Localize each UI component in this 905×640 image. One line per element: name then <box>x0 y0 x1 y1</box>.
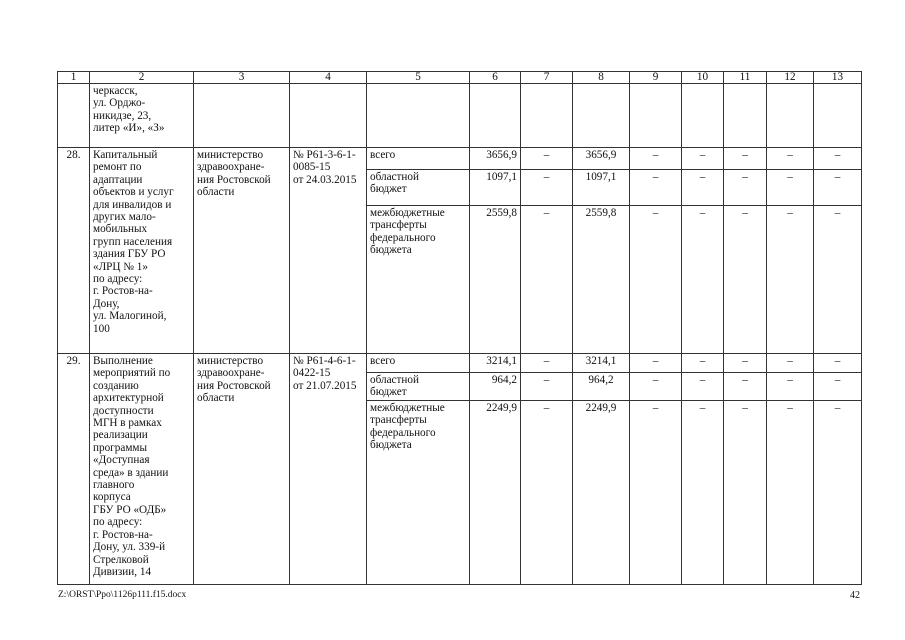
header-row <box>58 72 862 84</box>
table-cell <box>470 84 521 148</box>
value-cell: – <box>724 373 767 401</box>
value-cell: – <box>630 170 682 206</box>
document-cell: № Р61-3-6-1- 0085-15 от 24.03.2015 <box>290 148 367 354</box>
header-cell: 8 <box>573 72 630 84</box>
header-cell: 11 <box>724 72 767 84</box>
value-cell: – <box>521 206 573 354</box>
value-cell: – <box>630 373 682 401</box>
table-cell <box>682 84 724 148</box>
table-cell <box>767 84 814 148</box>
funding-label: областной бюджет <box>367 373 470 401</box>
value-cell: 2249,9 <box>573 401 630 585</box>
value-cell: – <box>630 148 682 170</box>
value-cell: 2559,8 <box>470 206 521 354</box>
page-number: 42 <box>850 590 860 601</box>
header-cell: 9 <box>630 72 682 84</box>
value-cell: – <box>814 354 862 373</box>
object-name-cell: Капитальный ремонт по адаптации объектов и услуг для инвалидов и других мало- мобильных групп населения здания ГБУ РО «ЛРЦ № 1» по адресу: г. Ростов-на- Дону, ул. Малогиной, 100 <box>90 148 194 354</box>
value-cell: – <box>724 401 767 585</box>
table-row <box>58 148 862 170</box>
footer-file-path: Z:\ORST\Ppo\1126p111.f15.docx <box>58 590 187 600</box>
header-cell: 13 <box>814 72 862 84</box>
organization-cell: министерство здравоохране- ния Ростовской области <box>194 148 290 354</box>
header-cell: 4 <box>290 72 367 84</box>
value-cell: – <box>814 401 862 585</box>
table-cell <box>194 84 290 148</box>
row-number: 28. <box>58 148 90 354</box>
value-cell: – <box>767 170 814 206</box>
value-cell: – <box>682 170 724 206</box>
value-cell: – <box>682 401 724 585</box>
header-cell: 1 <box>58 72 90 84</box>
value-cell: 964,2 <box>573 373 630 401</box>
header-cell: 12 <box>767 72 814 84</box>
object-name-cell: черкасск, ул. Орджо- никидзе, 23, литер «И», «З» <box>90 84 194 148</box>
value-cell: – <box>630 206 682 354</box>
value-cell: 3214,1 <box>470 354 521 373</box>
value-cell: – <box>724 206 767 354</box>
value-cell: – <box>767 206 814 354</box>
table-cell <box>814 84 862 148</box>
value-cell: – <box>814 206 862 354</box>
organization-cell: министерство здравоохране- ния Ростовской области <box>194 354 290 585</box>
table-cell <box>521 84 573 148</box>
value-cell: 964,2 <box>470 373 521 401</box>
value-cell: – <box>724 170 767 206</box>
header-cell: 6 <box>470 72 521 84</box>
table-row <box>58 354 862 373</box>
row-number: 29. <box>58 354 90 585</box>
value-cell: – <box>682 373 724 401</box>
value-cell: 1097,1 <box>573 170 630 206</box>
value-cell: – <box>767 354 814 373</box>
value-cell: 2559,8 <box>573 206 630 354</box>
value-cell: – <box>630 401 682 585</box>
document-cell: № Р61-4-6-1- 0422-15 от 21.07.2015 <box>290 354 367 585</box>
value-cell: – <box>767 148 814 170</box>
header-cell: 7 <box>521 72 573 84</box>
value-cell: – <box>724 148 767 170</box>
header-cell: 10 <box>682 72 724 84</box>
table-cell <box>290 84 367 148</box>
table-cell <box>58 84 90 148</box>
value-cell: – <box>521 373 573 401</box>
value-cell: – <box>682 354 724 373</box>
funding-label: межбюджетные трансферты федерального бюджета <box>367 206 470 354</box>
continuation-row <box>58 84 862 148</box>
value-cell: – <box>767 401 814 585</box>
value-cell: – <box>724 354 767 373</box>
value-cell: 1097,1 <box>470 170 521 206</box>
value-cell: – <box>521 354 573 373</box>
value-cell: 3214,1 <box>573 354 630 373</box>
object-name-cell: Выполнение мероприятий по созданию архитектурной доступности МГН в рамках реализации программы «Доступная среда» в здании главного корпуса ГБУ РО «ОДБ» по адресу: г. Ростов-на- Дону, ул. 339-й Стрелковой Дивизии, 14 <box>90 354 194 585</box>
value-cell: – <box>814 148 862 170</box>
funding-label: всего <box>367 148 470 170</box>
value-cell: – <box>767 373 814 401</box>
header-cell: 2 <box>90 72 194 84</box>
funding-label: межбюджетные трансферты федерального бюджета <box>367 401 470 585</box>
table-cell <box>367 84 470 148</box>
value-cell: 2249,9 <box>470 401 521 585</box>
value-cell: 3656,9 <box>573 148 630 170</box>
funding-label: всего <box>367 354 470 373</box>
data-table <box>57 71 862 585</box>
header-cell: 3 <box>194 72 290 84</box>
table-cell <box>573 84 630 148</box>
value-cell: – <box>814 170 862 206</box>
value-cell: – <box>630 354 682 373</box>
funding-label: областной бюджет <box>367 170 470 206</box>
value-cell: – <box>682 206 724 354</box>
value-cell: 3656,9 <box>470 148 521 170</box>
table-cell <box>630 84 682 148</box>
value-cell: – <box>521 401 573 585</box>
value-cell: – <box>682 148 724 170</box>
value-cell: – <box>521 148 573 170</box>
table-cell <box>724 84 767 148</box>
value-cell: – <box>521 170 573 206</box>
header-cell: 5 <box>367 72 470 84</box>
value-cell: – <box>814 373 862 401</box>
